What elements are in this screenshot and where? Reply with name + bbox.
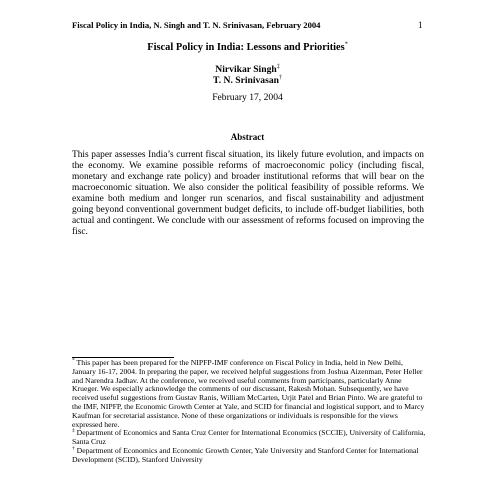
footnote-3-text: Department of Economics and Economic Growth Center, Yale University and Stanford Center for International Development (SCID), Stanford University [72,445,419,464]
footnote-2 [72,429,426,447]
footnote-2-text: Department of Economics and Santa Cruz Center for International Economics (SCCIE), University of California, Santa Cruz [72,428,426,447]
running-header: Fiscal Policy in India, N. Singh and T. N. Srinivasan, February 2004 [72,20,321,30]
footnote-1-text: This paper has been prepared for the NIPFP-IMF conference on Fiscal Policy in India, held in New Delhi, January 16-17, 2004. In preparing the paper, we received helpful suggestions from Joshua Aizenman, Peter Heller and Narendra Jadhav. At the conference, we received useful comments from participants, particularly Anne Krueger. We especially acknowledge the comments of our discussant, Rakesh Mohan. Subsequently, we have received useful suggestions from Gustav Ranis, William McCarten, Urjit Patel and Brian Pinto. We are grateful to the IMF, NIPFP, the Economic Growth Center at Yale, and SCID for financial and logistical support, and to Marcy Kaufman for secretarial assistance. None of these organizations or individuals is responsible for the views expressed here. [72,358,425,429]
footnote-3 [72,447,426,465]
paper-date: February 17, 2004 [212,92,283,103]
author-2 [0,75,495,86]
title-footnote-mark: * [344,41,348,48]
footnote-2-mark: ‡ [72,427,75,434]
author-2-mark: † [278,74,282,81]
abstract-body: This paper assesses India’s current fiscal situation, its likely future evolution, and impacts on the economy. We examine possible reforms of macroeconomic policy (including fiscal, monetary and exchange rate policy) and broader institutional reforms that will bear on the macroeconomic situation. We also consider the political feasibility of possible reforms. We examine both medium and longer run scenarios, and fiscal sustainability and adjustment going beyond conventional government budget deficits, to include off-budget liabilities, both actual and contingent. We conclude with our assessment of reforms focused on improving the fisc. [72,150,424,237]
footnote-3-mark: † [72,445,75,452]
page-number: 1 [418,20,423,30]
author-2-name: T. N. Srinivasan [213,75,279,86]
author-1 [0,64,495,75]
footnotes [72,359,426,465]
author-1-mark: ‡ [276,63,280,70]
author-1-name: Nirvikar Singh [215,64,277,75]
footnote-1-mark: * [72,357,75,364]
abstract-heading: Abstract [230,132,265,142]
paper-title-text: Fiscal Policy in India: Lessons and Priorities [147,42,345,53]
paper-title [0,42,495,53]
footnote-1 [72,359,426,429]
